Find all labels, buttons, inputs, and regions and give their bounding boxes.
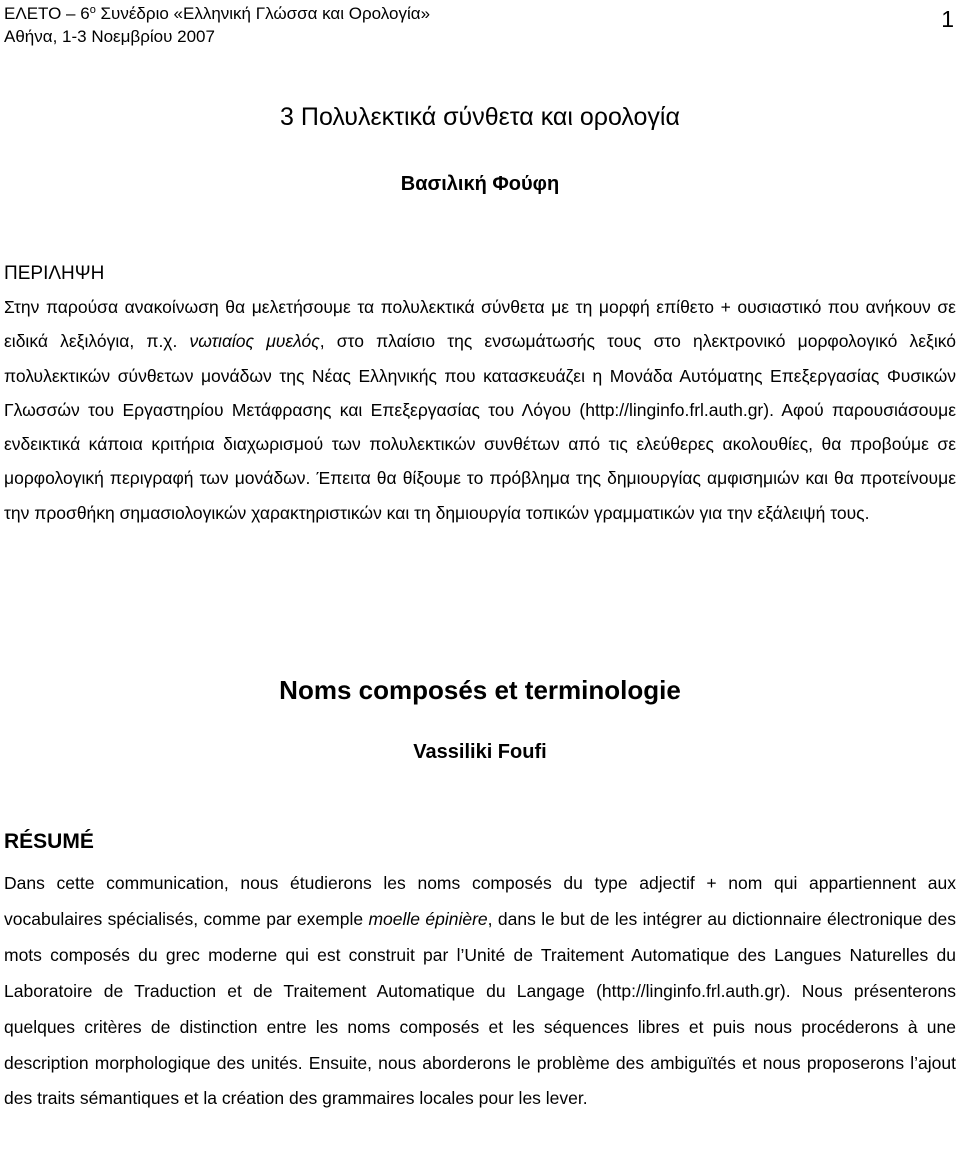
greek-abstract-text: Στην παρούσα ανακοίνωση θα μελετήσουμε τα πολυλεκτικά σύνθετα με τη μορφή επίθετο + ουσιαστικό που ανήκουν σε ειδικά λεξιλόγια, π.χ. νωτιαίος μυελός, στο πλαίσιο της ενσωμάτωσής τους στο ηλεκτρονικό μορφολογικό λεξικό πολυλεκτικών σύνθετων μονάδων της Νέας Ελληνικής που κατασκευάζει η Μονάδα Αυτόματης Επεξεργασίας Φυσικών Γλωσσών του Εργαστηρίου Μετάφρασης και Επεξεργασίας του Λόγου (http://linginfo.frl.auth.gr). Αφού παρουσιάσουμε ενδεικτικά κάποια κριτήρια διαχωρισμού των πολυλεκτικών συνθέτων από τις ελεύθερες ακολουθίες, θα προβούμε σε μορφολογική περιγραφή των μονάδων. Έπειτα θα θίξουμε το πρόβλημα της δημιουργίας αμφισημιών και θα προτείνουμε την προσθήκη σημασιολογικών χαρακτηριστικών και τη δημιουργία τοπικών γραμματικών για την εξάλειψή τους. bbox=[4, 297, 956, 523]
french-author: Vassiliki Foufi bbox=[413, 741, 547, 763]
french-abstract-heading: RÉSUMÉ bbox=[4, 830, 94, 853]
greek-author: Βασιλική Φούφη bbox=[400, 173, 560, 195]
greek-title: 3 Πολυλεκτικά σύνθετα και ορολογία bbox=[280, 103, 680, 131]
french-abstract-text: Dans cette communication, nous étudierons les noms composés du type adjectif + nom qui appartiennent aux vocabulaires spécialisés, comme par exemple moelle épinière, dans le but de les intégrer au dictionnaire électronique des mots composés du grec moderne qui est construit par l’Unité de Traitement Automatique des Langues Naturelles du Laboratoire de Traduction et de Traitement Automatique du Langage (http://linginfo.frl.auth.gr). Nous présenterons quelques critères de distinction entre les noms composés et les séquences libres et puis nous procéderons à une description morphologique des unités. Ensuite, nous aborderons le problème des ambiguïtés et nous proposerons l’ajout des traits sémantiques et la création des grammaires locales pour les lever. bbox=[4, 873, 957, 1109]
french-title: Noms composés et terminologie bbox=[279, 675, 681, 705]
conference-location-date: Αθήνα, 1-3 Νοεμβρίου 2007 bbox=[4, 27, 215, 46]
greek-example-term: νωτιαίος μυελός bbox=[189, 331, 320, 352]
french-example-term: moelle épinière bbox=[368, 908, 488, 929]
greek-abstract-heading: ΠΕΡΙΛΗΨΗ bbox=[4, 263, 105, 284]
running-header bbox=[4, 2, 430, 48]
conference-name: ΕΛΕΤΟ – $6^o$ Συνέδριο «Ελληνική Γλώσσα και Ορολογία» bbox=[4, 4, 431, 23]
page-number: 1 bbox=[941, 6, 954, 32]
